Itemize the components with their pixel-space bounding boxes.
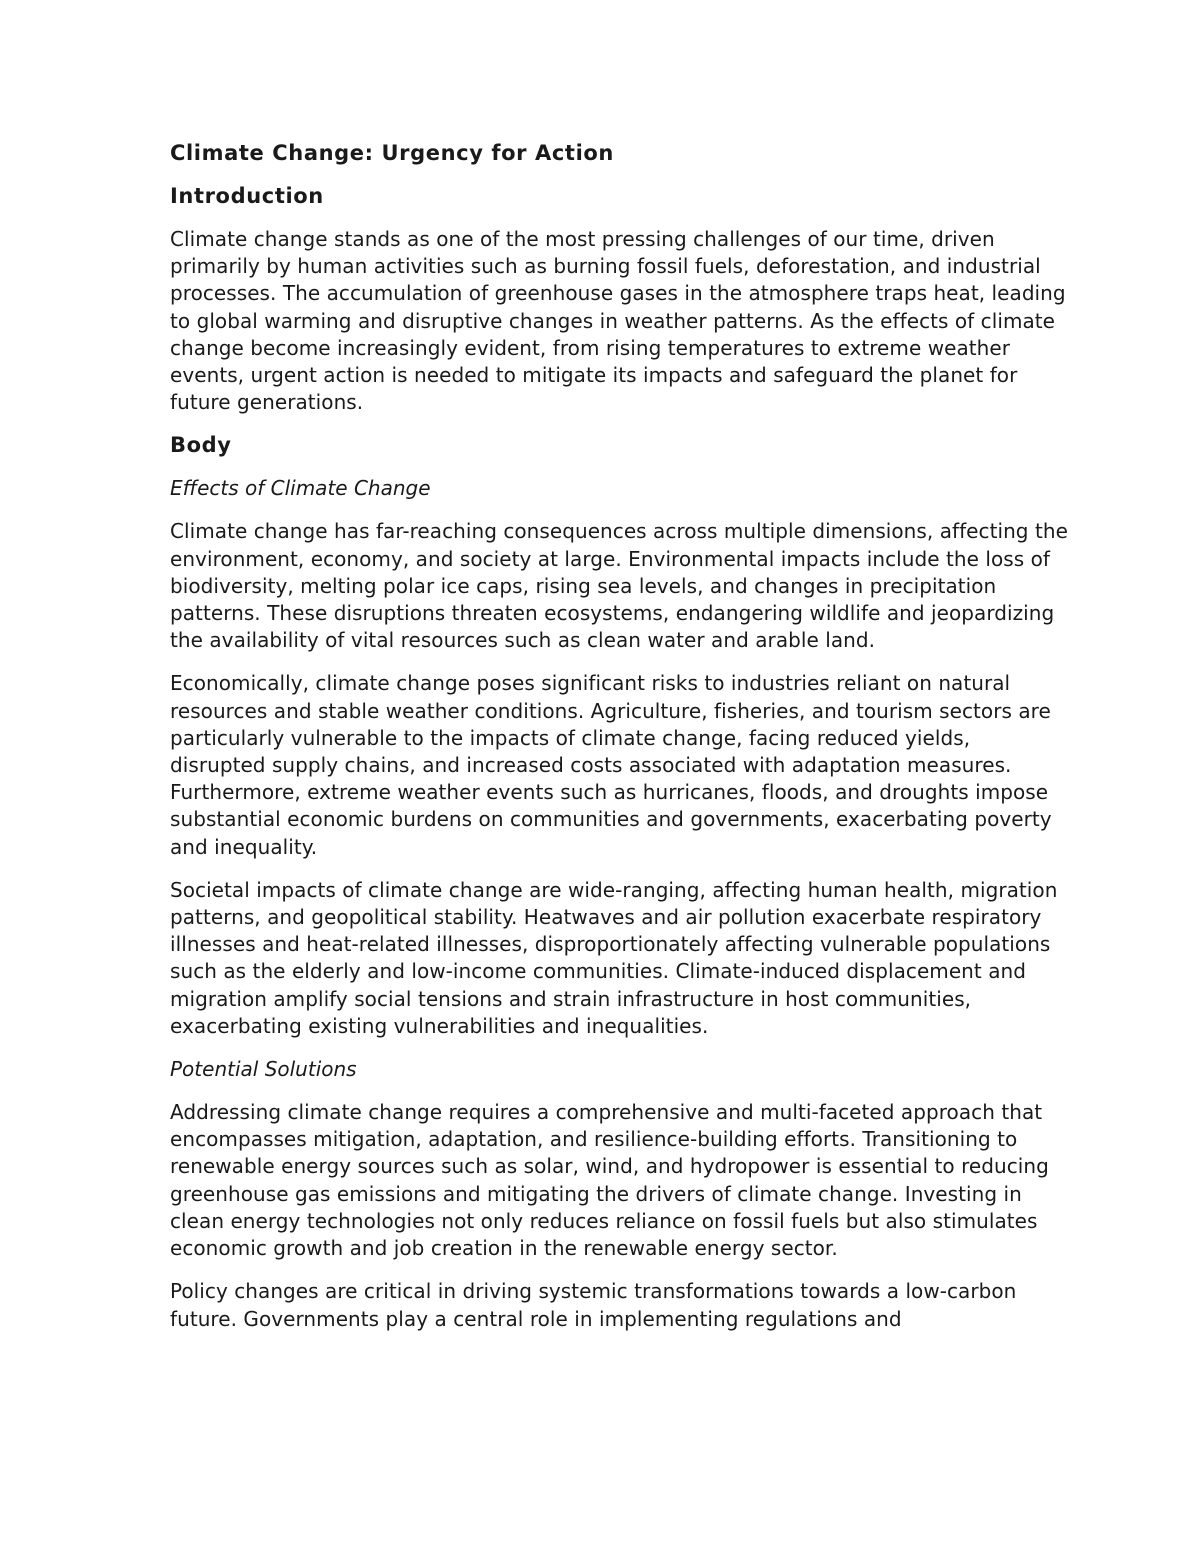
effects-paragraph-environment: Climate change has far-reaching consequences across multiple dimensions, affecting the environment, economy, and society at large. Environmental impacts include the loss of biodiversity, melting polar ice caps, rising sea levels, and changes in precipitation patterns. These disruptions threaten ecosystems, endangering wildlife and jeopardizing the availability of vital resources such as clean water and arable land. [170,519,1068,653]
effects-paragraph-society: Societal impacts of climate change are wide-ranging, affecting human health, migration patterns, and geopolitical stability. Heatwaves and air pollution exacerbate respiratory illnesses and heat-related illnesses, disproportionately affecting vulnerable populations such as the elderly and low-income communities. Climate-induced displacement and migration amplify social tensions and strain infrastructure in host communities, exacerbating existing vulnerabilities and inequalities. [170,877,1058,1038]
document-title: Climate Change: Urgency for Action [170,141,614,165]
solutions-paragraph-policy: Policy changes are critical in driving systemic transformations towards a low-carbon future. Governments play a central role in implementing regulations and [170,1279,1017,1331]
solutions-subheading: Potential Solutions [170,1057,357,1082]
solutions-paragraph-renewables: Addressing climate change requires a comprehensive and multi-faceted approach that encompasses mitigation, adaptation, and resilience-building efforts. Transitioning to renewable energy sources such as solar, wind, and hydropower is essential to reducing greenhouse gas emissions and mitigating the drivers of climate change. Investing in clean energy technologies not only reduces reliance on fossil fuels but also stimulates economic growth and job creation in the renewable energy sector. [170,1100,1049,1261]
introduction-heading: Introduction [170,184,324,208]
effects-paragraph-economy: Economically, climate change poses significant risks to industries reliant on natural resources and stable weather conditions. Agriculture, fisheries, and tourism sectors are particularly vulnerable to the impacts of climate change, facing reduced yields, disrupted supply chains, and increased costs associated with adaptation measures. Furthermore, extreme weather events such as hurricanes, floods, and droughts impose substantial economic burdens on communities and governments, exacerbating poverty and inequality. [170,671,1052,859]
effects-subheading: Effects of Climate Change [170,476,431,501]
document-content [170,140,1070,1349]
body-heading: Body [170,433,232,458]
introduction-paragraph: Climate change stands as one of the most pressing challenges of our time, driven primarily by human activities such as burning fossil fuels, deforestation, and industrial processes. The accumulation of greenhouse gases in the atmosphere traps heat, leading to global warming and disruptive changes in weather patterns. As the effects of climate change become increasingly evident, from rising temperatures to extreme weather events, urgent action is needed to mitigate its impacts and safeguard the planet for future generations. [170,227,1066,415]
